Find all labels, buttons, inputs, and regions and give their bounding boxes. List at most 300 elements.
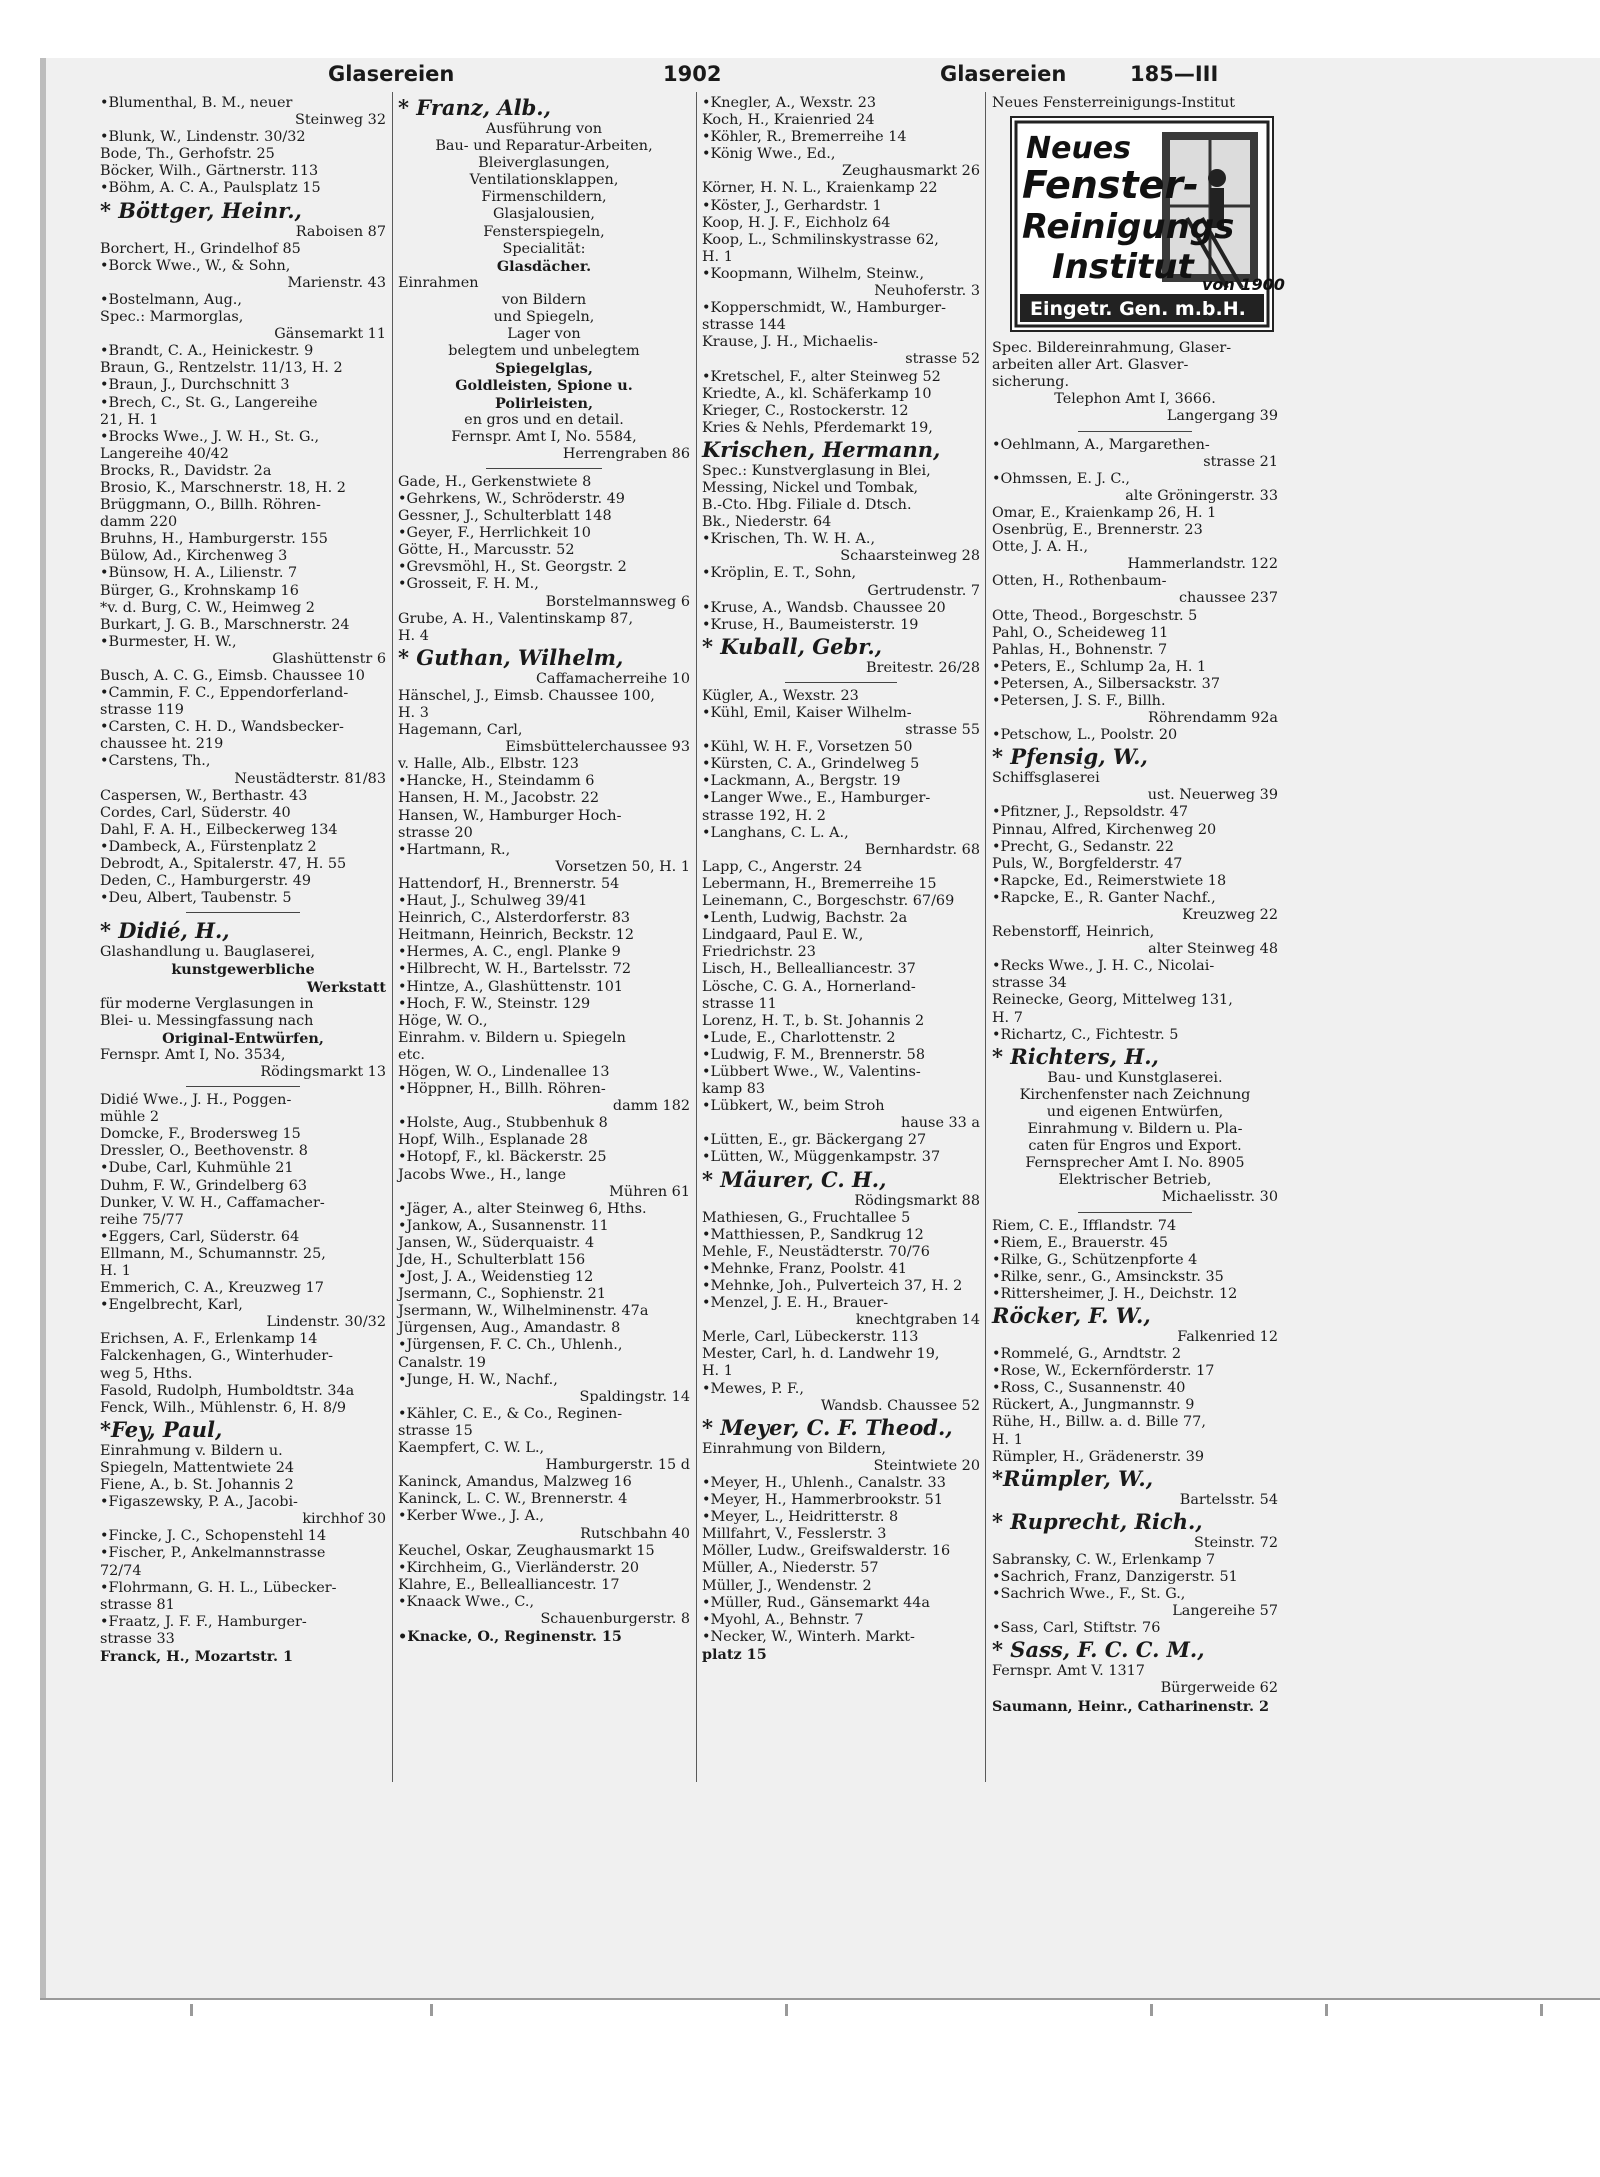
firm-entry [992,873,1278,890]
firm-entry [992,1010,1278,1027]
firm-entry [100,1212,386,1229]
firm-entry [398,1286,690,1303]
entry-text: •Flohrmann, G. H. L., Lübecker- [100,1579,337,1596]
firm-entry [398,705,690,722]
entry-text: •Hoch, F. W., Steinstr. 129 [398,995,591,1012]
entry-text: Emmerich, C. A., Kreuzweg 17 [100,1280,324,1297]
entry-text: •Böhm, A. C. A., Paulsplatz 15 [100,180,321,197]
separator-rule [186,1086,300,1087]
entry-text: 72/74 [100,1562,142,1579]
entry-address: Langereihe 57 [1172,1603,1278,1620]
firm-entry [992,608,1278,625]
entry-address: Bürgerweide 62 [1160,1680,1278,1697]
firm-entry [398,825,690,842]
entry-text: Krause, J. H., Michaelis- [702,334,878,351]
firm-entry [702,317,980,334]
firm-entry [100,1528,386,1545]
entry-text: Jansen, W., Süderquaistr. 4 [398,1234,595,1251]
firm-entry [398,996,690,1013]
firm-entry [992,1286,1278,1303]
entry-address: alter Steinweg 48 [1148,941,1278,958]
entry-text: Riem, C. E., Ifflandstr. 74 [992,1217,1177,1234]
entry-centered-text: en gros und en detail. [464,411,624,428]
firm-entry [992,374,1278,391]
entry-text: Lebermann, H., Bremerreihe 15 [702,875,937,892]
logo-word-neues: Neues [1026,131,1132,167]
entry-text: Ellmann, M., Schumannstr. 25, [100,1245,326,1262]
firm-entry [702,1595,980,1612]
entry-text: •Rommelé, G., Arndtstr. 2 [992,1346,1182,1363]
entry-text: strasse 20 [398,824,473,841]
entry-text: •Braun, J., Durchschnitt 3 [100,377,290,394]
firm-entry [100,839,386,856]
firm-entry [100,258,386,292]
firm-entry [100,788,386,805]
header-page-number: 185—III [1130,62,1219,86]
entry-address: Gertrudenstr. 7 [867,582,980,599]
firm-entry [398,1081,690,1115]
firm-entry [100,1614,386,1631]
firm-entry [702,1646,980,1663]
firm-entry [398,224,690,241]
entry-text: •Kröplin, E. T., Sohn, [702,565,857,582]
entry-text: Mathiesen, G., Fruchtallee 5 [702,1209,911,1226]
firm-entry [702,876,980,893]
firm-entry [992,856,1278,873]
firm-entry [398,1628,690,1645]
entry-text: Dahl, F. A. H., Eilbeckerweg 134 [100,821,338,838]
firm-entry [100,224,386,241]
entry-text: •Bünsow, H. A., Lilienstr. 7 [100,565,298,582]
entry-text: •Kruse, H., Baumeisterstr. 19 [702,616,919,633]
entry-text: •Grosseit, F. H. M., [398,576,539,593]
firm-entry [398,155,690,172]
entry-text: Kaempfert, C. W. L., [398,1440,545,1457]
entry-text: Duhm, F. W., Grindelberg 63 [100,1177,308,1194]
column-1 [100,95,386,1795]
firm-entry [398,360,690,377]
entry-address: hause 33 a [900,1115,980,1132]
firm-entry [100,1400,386,1417]
firm-entry [398,1218,690,1235]
entry-text: H. 1 [100,1263,131,1279]
firm-entry-highlighted [398,645,690,671]
entry-text: Bülow, Ad., Kirchenweg 3 [100,548,288,565]
entry-text: Jacobs Wwe., H., lange [398,1166,567,1183]
separator-rule [1078,431,1192,432]
entry-centered-text: Einrahmung v. Bildern u. Pla- [1027,1121,1243,1138]
entry-text: Bode, Th., Gerhofstr. 25 [100,146,275,163]
entry-text: Einrahm. v. Bildern u. Spiegeln [398,1029,626,1046]
entry-centered-text: und Spiegeln, [493,309,595,326]
firm-entry [398,1491,690,1508]
entry-text: Grube, A. H., Valentinskamp 87, [398,610,634,627]
entry-text: Spec.: Marmorglas, [100,309,244,326]
entry-address: alte Gröningerstr. 33 [1125,487,1278,504]
firm-entry [398,474,690,491]
entry-text: •Höppner, H., Billh. Röhren- [398,1081,606,1098]
entry-text: Pahl, O., Scheideweg 11 [992,624,1169,641]
firm-entry [100,1160,386,1177]
firm-entry [398,1252,690,1269]
firm-entry [992,1346,1278,1363]
entry-address: Borstelmannsweg 6 [545,593,690,610]
entry-text: •Rilke, senr., G., Amsinckstr. 35 [992,1268,1224,1285]
firm-name: * Franz, Alb., [398,95,551,120]
entry-text: Canalstr. 19 [398,1354,486,1371]
firm-entry [398,1167,690,1201]
firm-entry [398,189,690,206]
firm-entry [100,805,386,822]
firm-entry [992,659,1278,676]
entry-address: Mühren 61 [609,1183,690,1200]
logo-word-institut: Institut [1052,247,1194,288]
firm-entry [398,893,690,910]
entry-text: Hansen, W., Hamburger Hoch- [398,807,622,824]
entry-centered-text: Elektrischer Betrieb, [1058,1172,1212,1189]
firm-entry [398,446,690,463]
firm-entry [398,1269,690,1286]
firm-entry [100,1545,386,1562]
entry-text: für moderne Verglasungen in [100,995,314,1012]
firm-entry [702,944,980,961]
firm-entry [992,1121,1278,1138]
entry-text: Otte, J. A. H., [992,539,1089,556]
entry-text: •Kühl, W. H. F., Vorsetzen 50 [702,739,913,756]
entry-address: Steinweg 32 [295,112,386,129]
entry-text: •Kähler, C. E., & Co., Reginen- [398,1405,623,1422]
firm-entry [702,480,980,497]
entry-text: •Petersen, A., Silbersackstr. 37 [992,675,1220,692]
entry-text: •Lackmann, A., Bergstr. 19 [702,773,901,790]
firm-entry [398,1013,690,1030]
firm-entry [398,1355,690,1372]
entry-text: Fenck, Wilh., Mühlenstr. 6, H. 8/9 [100,1399,347,1416]
firm-entry [702,1030,980,1047]
firm-name: * Pfensig, W., [992,744,1148,770]
firm-entry [100,1143,386,1160]
entry-centered-text: Fensterspiegeln, [483,223,605,240]
entry-text: •Sachrich Wwe., F., St. G., [992,1586,1186,1603]
firm-entry [398,756,690,773]
firm-entry [702,129,980,146]
entry-text: Brocks, R., Davidstr. 2a [100,462,272,479]
entry-text: •Kopperschmidt, W., Hamburger- [702,300,947,317]
entry-text: •Lude, E., Charlottenstr. 2 [702,1029,896,1046]
firm-entry [398,309,690,326]
entry-text: Sabransky, C. W., Erlenkamp 7 [992,1551,1216,1568]
firm-entry [702,1329,980,1346]
firm-entry [702,1210,980,1227]
window-cleaner-figure [1208,169,1226,187]
column-3 [702,95,980,1795]
entry-text: •Lütten, W., Müggenkampstr. 37 [702,1149,941,1166]
entry-text: •Kürsten, C. A., Grindelweg 5 [702,756,920,773]
firm-entry [100,1631,386,1648]
firm-entry [992,1189,1278,1206]
firm-entry [100,996,386,1013]
entry-text: Bruhns, H., Hamburgerstr. 155 [100,531,328,548]
firm-entry [100,1263,386,1280]
entry-text: strasse 11 [702,995,777,1012]
firm-entry [702,95,980,112]
firm-entry [398,1064,690,1081]
entry-text: Högen, W. O., Lindenallee 13 [398,1063,610,1080]
firm-name: * Meyer, C. F. Theod., [702,1414,953,1440]
firm-name: * Kuball, Gebr., [702,633,882,659]
firm-entry [100,1297,386,1331]
entry-centered-text: Glasjalousien, [493,206,595,223]
entry-text: •Köster, J., Gerhardstr. 1 [702,197,882,214]
firm-entry [100,497,386,514]
firm-entry [398,773,690,790]
entry-text: •Fraatz, J. F. F., Hamburger- [100,1613,307,1630]
firm-entry [992,1087,1278,1104]
firm-entry [100,463,386,480]
firm-entry [398,1030,690,1047]
firm-entry [702,1132,980,1149]
entry-centered-text: Goldleisten, Spione u. [455,377,633,395]
firm-entry [398,722,690,756]
entry-centered-text: Bau- und Reparatur-Arbeiten, [435,138,653,155]
firm-entry [992,727,1278,744]
firm-entry [100,822,386,839]
entry-text: •Meyer, H., Uhlenh., Canalstr. 33 [702,1474,946,1491]
entry-text: Fasold, Rudolph, Humboldtstr. 34a [100,1382,355,1399]
firm-entry [100,1348,386,1365]
entry-text: •Grevsmöhl, H., St. Georgstr. 2 [398,559,627,576]
entry-text: •Peters, E., Schlump 2a, H. 1 [992,658,1207,675]
firm-entry [992,1218,1278,1235]
firm-entry [702,773,980,790]
firm-entry [398,628,690,645]
firm-entry [100,600,386,617]
firm-entry [100,163,386,180]
entry-text: 21, H. 1 [100,411,159,428]
firm-entry [100,1013,386,1030]
entry-text: •Carsten, C. H. D., Wandsbecker- [100,719,344,736]
firm-entry [100,1109,386,1126]
entry-text: Erichsen, A. F., Erlenkamp 14 [100,1331,318,1348]
entry-address: Marienstr. 43 [287,274,386,291]
entry-text: Domcke, F., Brodersweg 15 [100,1126,301,1143]
firm-entry [398,611,690,628]
entry-text: Heitmann, Heinrich, Beckstr. 12 [398,927,635,944]
firm-entry [398,671,690,688]
firm-entry [100,1030,386,1047]
firm-entry [398,1560,690,1577]
entry-text: •Deu, Albert, Taubenstr. 5 [100,890,292,907]
entry-centered-text: Bau- und Kunstglaserei. [1047,1069,1223,1086]
firm-entry [992,340,1278,357]
entry-text: Einrahmung von Bildern, [702,1440,886,1457]
firm-entry [702,1526,980,1543]
firm-entry [992,1698,1278,1715]
firm-entry [702,300,980,317]
entry-text: Jde, H., Schulterblatt 156 [398,1252,586,1268]
column-rule-1 [392,92,393,1782]
entry-address: Lindenstr. 30/32 [266,1314,386,1331]
firm-entry-highlighted [100,918,386,944]
firm-entry [702,617,980,634]
firm-entry [100,634,386,668]
entry-text: Keuchel, Oskar, Zeughausmarkt 15 [398,1542,655,1559]
firm-entry [398,927,690,944]
firm-entry [992,1586,1278,1620]
entry-address: Herrengraben 86 [562,445,690,462]
firm-entry [398,1320,690,1337]
firm-entry [100,343,386,360]
firm-entry-highlighted [992,1509,1278,1535]
entry-text: •Mehnke, Joh., Pulverteich 37, H. 2 [702,1278,963,1294]
entry-text: •Knacke, O., Reginenstr. 15 [398,1628,622,1646]
firm-entry [100,514,386,531]
running-header [90,62,1290,90]
entry-text: v. Halle, Alb., Elbstr. 123 [398,756,579,773]
entry-text: Koch, H., Kraienried 24 [702,112,875,129]
entry-text: •Pfitzner, J., Repsoldstr. 47 [992,804,1189,821]
column-2 [398,95,690,1795]
firm-entry [702,1363,980,1380]
page-left-edge [40,58,46,2000]
entry-text: Friedrichstr. 23 [702,944,816,961]
firm-entry [100,429,386,446]
firm-entry [992,95,1278,112]
entry-text: •Hermes, A. C., engl. Planke 9 [398,944,621,961]
entry-text: •Mehnke, Franz, Poolstr. 41 [702,1260,908,1277]
firm-entry [992,1620,1278,1637]
firm-entry-highlighted [702,634,980,660]
column-4 [992,95,1285,1795]
separator-rule [186,912,300,913]
firm-entry [100,548,386,565]
firm-entry [398,979,690,996]
entry-text: Dunker, V. W. H., Caffamacher- [100,1194,325,1211]
entry-text: •Langer Wwe., E., Hamburger- [702,790,931,807]
firm-entry-highlighted [702,1415,980,1441]
firm-entry [992,1252,1278,1269]
firm-entry [100,129,386,146]
firm-entry [398,576,690,610]
entry-address: Neustädterstr. 81/83 [234,770,386,787]
firm-entry [702,386,980,403]
firm-entry [398,206,690,223]
firm-entry [702,1441,980,1475]
entry-text: •Jost, J. A., Weidenstieg 12 [398,1269,594,1286]
entry-text: •Richartz, C., Fichtestr. 5 [992,1026,1179,1043]
entry-text: Fernspr. Amt I, No. 3534, [100,1046,286,1063]
firm-entry [398,343,690,360]
entry-text: Hansen, H. M., Jacobstr. 22 [398,790,600,807]
entry-text: Götte, H., Marcusstr. 52 [398,542,575,559]
firm-entry [992,522,1278,539]
entry-text: *v. d. Burg, C. W., Heimweg 2 [100,599,315,616]
entry-centered-text: Firmenschildern, [481,189,607,206]
entry-text: •Cammin, F. C., Eppendorferland- [100,685,349,702]
firm-name: * Didié, H., [100,918,230,944]
entry-text: Rückert, A., Jungmannstr. 9 [992,1397,1195,1414]
entry-text: •Ludwig, F. M., Brennerstr. 58 [702,1046,925,1063]
firm-entry [100,890,386,907]
firm-entry [398,842,690,876]
entry-text: •Figaszewsky, P. A., Jacobi- [100,1494,298,1511]
firm-entry [992,890,1278,924]
entry-text: •Rilke, G., Schützenpforte 4 [992,1251,1198,1268]
entry-text: H. 4 [398,627,429,644]
firm-entry [100,412,386,429]
firm-entry [702,1346,980,1363]
firm-entry [100,180,386,197]
firm-entry [992,1552,1278,1569]
firm-entry [992,437,1278,471]
entry-text: H. 1 [702,1363,733,1380]
entry-text: •Sachrich, Franz, Danzigerstr. 51 [992,1569,1238,1585]
entry-text: Kaninck, L. C. W., Brennerstr. 4 [398,1491,628,1508]
entry-text: Otte, Theod., Borgeschstr. 5 [992,607,1198,624]
firm-entry [992,357,1278,374]
entry-text: •Carstens, Th., [100,753,211,770]
firm-entry [100,377,386,394]
firm-entry [702,1149,980,1166]
logo-word-fenster: Fenster- [1022,163,1199,208]
firm-entry [992,770,1278,804]
firm-entry [398,525,690,542]
firm-entry [702,1244,980,1261]
firm-entry [992,1155,1278,1172]
firm-entry [100,446,386,463]
entry-text: Rümpler, H., Grädenerstr. 39 [992,1448,1205,1465]
firm-entry-highlighted [702,437,980,463]
firm-entry [100,1246,386,1263]
entry-text: Schiffsglaserei [992,770,1100,787]
entry-text: Merle, Carl, Lübeckerstr. 113 [702,1329,919,1346]
separator-rule [1078,1212,1192,1213]
firm-entry [100,856,386,873]
entry-text: strasse 119 [100,702,184,719]
entry-text: •Köhler, R., Bremerreihe 14 [702,129,907,146]
entry-address: Vorsetzen 50, H. 1 [555,858,690,875]
firm-entry [100,1126,386,1143]
firm-entry [992,924,1278,958]
film-edge-strip [40,2000,1600,2020]
entry-centered-text: Fernspr. Amt I, No. 5584, [451,428,637,445]
entry-text: •Mewes, P. F., [702,1380,804,1397]
firm-entry [992,1380,1278,1397]
entry-address: Falkenried 12 [1177,1328,1278,1345]
entry-text: Klahre, E., Bellealliancestr. 17 [398,1576,620,1593]
firm-entry [702,497,980,514]
entry-text: •Lübbert Wwe., W., Valentins- [702,1063,921,1080]
firm-entry [992,1414,1278,1431]
entry-address: Breitestr. 26/28 [866,659,980,676]
entry-centered-text: Polirleisten, [494,394,593,412]
entry-text: Glashandlung u. Bauglaserei, [100,944,316,961]
entry-text: Jürgensen, Aug., Amandastr. 8 [398,1320,621,1337]
entry-text: •Knaack Wwe., C., [398,1593,535,1610]
entry-text: •Gehrkens, W., Schröderstr. 49 [398,490,625,507]
entry-text: Kügler, A., Wexstr. 23 [702,687,859,704]
firm-entry [100,1178,386,1195]
entry-text: •Matthiessen, P., Sandkrug 12 [702,1226,924,1243]
firm-entry [100,565,386,582]
firm-entry [702,739,980,756]
firm-entry [992,1569,1278,1586]
entry-text: •Rapcke, E., R. Ganter Nachf., [992,889,1216,906]
firm-entry [992,625,1278,642]
firm-entry [398,1235,690,1252]
firm-name: *Fey, Paul, [100,1416,223,1442]
firm-entry [702,232,980,249]
